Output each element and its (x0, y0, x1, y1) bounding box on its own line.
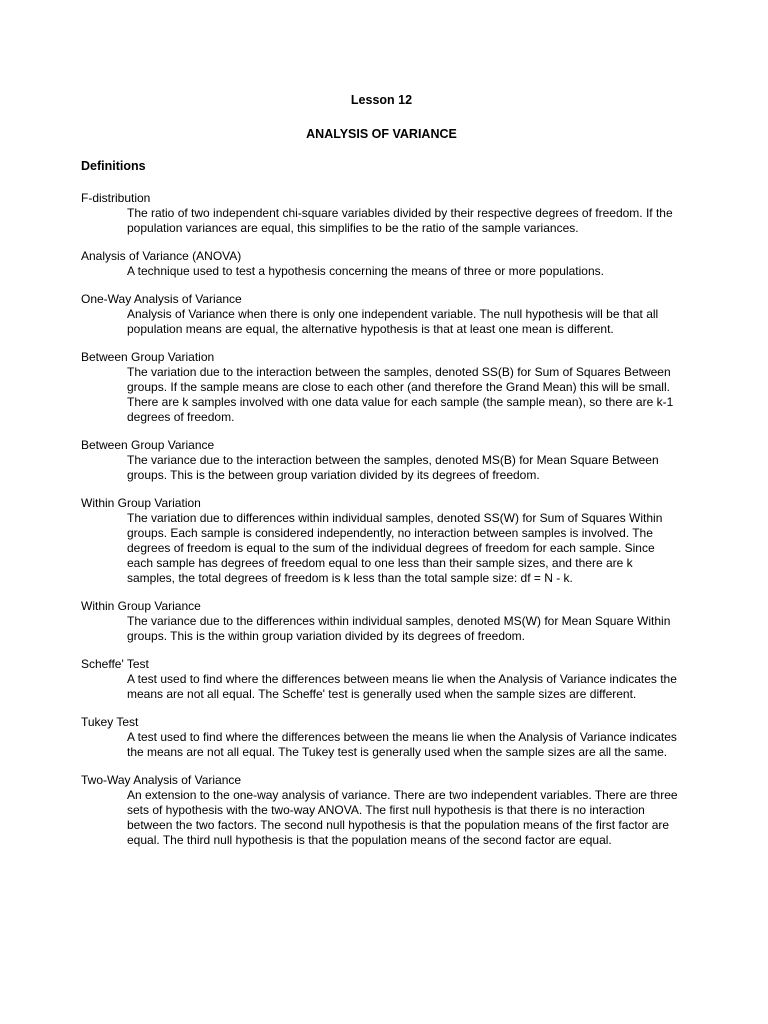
definition-term: Within Group Variance (81, 599, 201, 613)
definition-item (81, 249, 682, 279)
definition-item (81, 657, 682, 702)
definition-term: One-Way Analysis of Variance (81, 292, 242, 306)
definition-description: The variance due to the interaction between the samples, denoted MS(B) for Mean Square Between groups. This is the between group variation divided by its degrees of freedom. (127, 453, 659, 482)
definition-description: The variation due to differences within individual samples, denoted SS(W) for Sum of Squares Within groups. Each sample is considered independently, no interaction between samples is involved. The degrees of freedom is equal to the sum of the individual degrees of freedom for each sample. Since each sample has degrees of freedom equal to one less than their sample sizes, and there are k samples, the total degrees of freedom is k less than the total sample size: df = N - k. (127, 511, 663, 585)
definition-item (81, 715, 682, 760)
definition-term: Between Group Variance (81, 438, 215, 452)
definition-description: The variation due to the interaction between the samples, denoted SS(B) for Sum of Squares Between groups. If the sample means are close to each other (and therefore the Grand Mean) this will be small. There are k samples involved with one data value for each sample (the sample mean), so there are k-1 degrees of freedom. (127, 365, 674, 424)
definition-item (81, 496, 682, 586)
definition-item (81, 350, 682, 425)
definitions-list (81, 191, 682, 848)
definition-item (81, 191, 682, 236)
definition-term: Analysis of Variance (ANOVA) (81, 249, 242, 263)
document-title: ANALYSIS OF VARIANCE (306, 127, 457, 141)
definition-term: Tukey Test (81, 715, 139, 729)
definition-description: The variance due to the differences within individual samples, denoted MS(W) for Mean Square Within groups. This is the within group variation divided by its degrees of freedom. (127, 614, 671, 643)
definition-term: Scheffe' Test (81, 657, 149, 671)
definition-term: F-distribution (81, 191, 151, 205)
section-heading-definitions: Definitions (81, 159, 146, 173)
definition-item (81, 292, 682, 337)
definition-description: A technique used to test a hypothesis concerning the means of three or more populations. (127, 264, 604, 278)
definition-description: An extension to the one-way analysis of variance. There are two independent variables. There are three sets of hypothesis with the two-way ANOVA. The first null hypothesis is that there is no interaction between the two factors. The second null hypothesis is that the population means of the first factor are equal. The third null hypothesis is that the population means of the second factor are equal. (127, 788, 678, 847)
definition-item (81, 599, 682, 644)
definition-item (81, 773, 682, 848)
lesson-number: Lesson 12 (350, 93, 413, 107)
definition-term: Within Group Variation (81, 496, 201, 510)
definition-description: Analysis of Variance when there is only one independent variable. The null hypothesis will be that all population means are equal, the alternative hypothesis is that at least one mean is different. (127, 307, 659, 336)
definition-description: The ratio of two independent chi-square variables divided by their respective degrees of freedom. If the population variances are equal, this simplifies to be the ratio of the sample variances. (127, 206, 673, 235)
definition-description: A test used to find where the differences between the means lie when the Analysis of Variance indicates the means are not all equal. The Tukey test is generally used when the sample sizes are all the same. (127, 730, 677, 759)
definition-item (81, 438, 682, 483)
definition-description: A test used to find where the differences between means lie when the Analysis of Variance indicates the means are not all equal. The Scheffe' test is generally used when the sample sizes are different. (127, 672, 677, 701)
definition-term: Two-Way Analysis of Variance (81, 773, 242, 787)
definition-term: Between Group Variation (81, 350, 215, 364)
